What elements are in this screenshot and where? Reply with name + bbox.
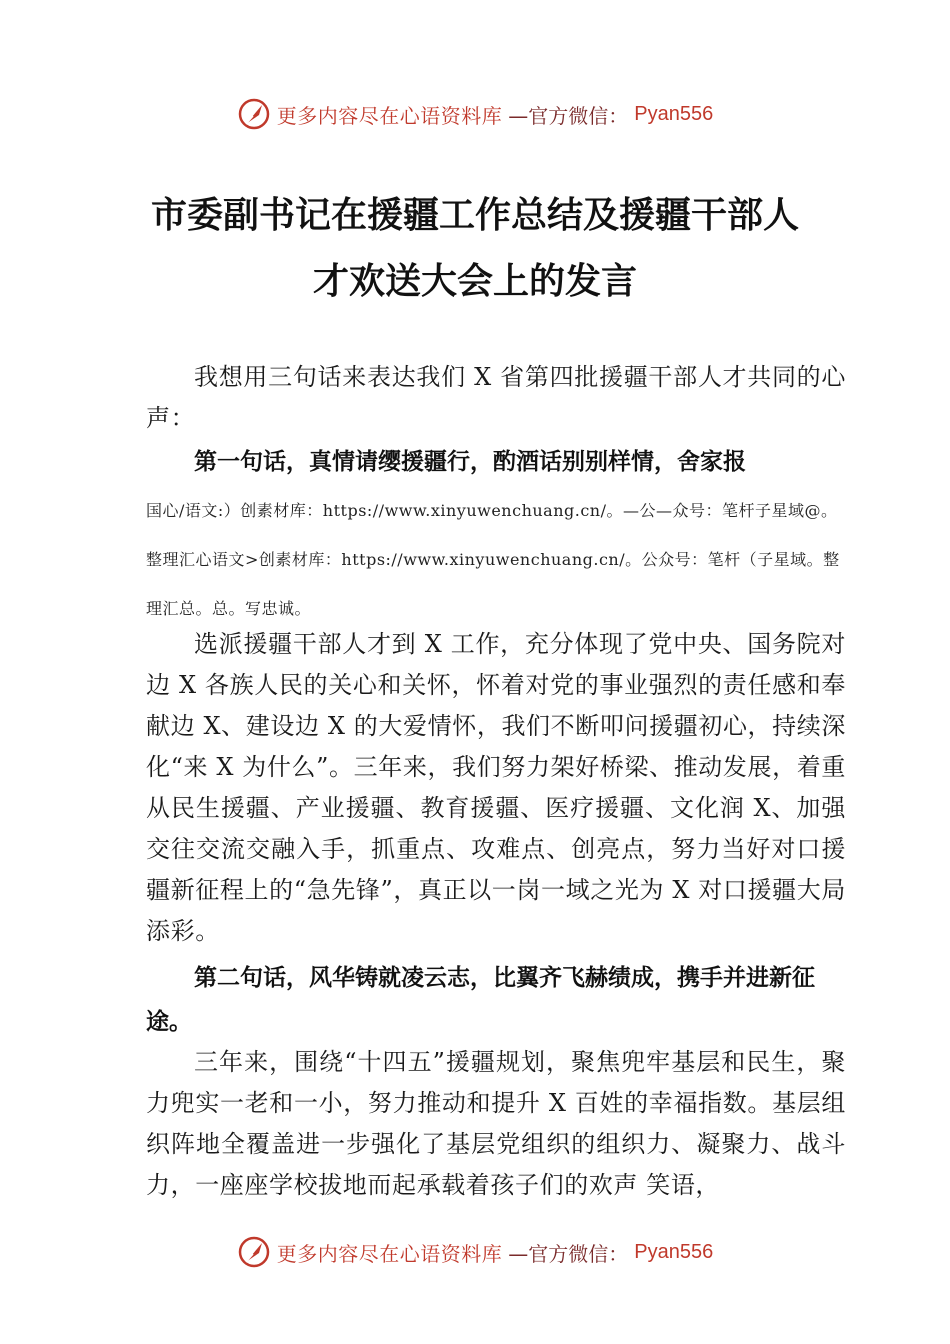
intro-paragraph: 我想用三句话来表达我们 X 省第四批援疆干部人才共同的心声： [146, 363, 846, 432]
watermark-library-text: 更多内容尽在心语资料库 [276, 1241, 503, 1266]
watermark-banner-bottom [0, 1232, 950, 1272]
title-line-1: 市委副书记在援疆工作总结及援疆干部人 [150, 194, 799, 236]
section-heading-1: 第一句话，真情请缨援疆行，酌酒话别别样情，舍家报 [194, 449, 746, 475]
watermark-wechat-id: Pyan556 [634, 102, 714, 125]
section-heading-2: 第二句话，风华铸就凌云志，比翼齐飞赫绩成，携手并进新征途。 [146, 965, 815, 1035]
quill-logo-icon [237, 97, 271, 131]
document-title [120, 182, 830, 314]
body-paragraph-2: 三年来，围绕“十四五”援疆规划，聚焦兜牢基层和民生，聚力兜实一老和一小，努力推动和提升 X 百姓的幸福指数。基层组织阵地全覆盖进一步强化了基层党组织的组织力、凝聚力、战斗力，一座座学校拔地而起承载着孩子们的欢声 笑语， [146, 1048, 846, 1199]
watermark-library-text: 更多内容尽在心语资料库 [276, 103, 503, 128]
body-paragraph-1: 选派援疆干部人才到 X 工作，充分体现了党中央、国务院对边 X 各族人民的关心和关怀，怀着对党的事业强烈的责任感和奉献边 X、建设边 X 的大爱情怀，我们不断叩问援疆初心，持续深化“来 X 为什么”。三年来，我们努力架好桥梁、推动发展，着重从民生援疆、产业援疆、教育援疆、医疗援疆、文化润 X、加强交往交流交融入手，抓重点、攻难点、创亮点，努力当好对口援疆新征程上的“急先锋”，真正以一岗一域之光为 X 对口援疆大局添彩。 [146, 630, 846, 945]
watermark-wechat-label: —官方微信： [508, 1241, 629, 1266]
inserted-source-note: 国心/语文:）创素材库：https://www.xinyuwenchuang.cn/。—公—众号：笔杆子星域@。整理汇心语文>创素材库：https://www.xinyuwenchuang.cn/。公众号：笔杆（子星域。整理汇总。总。写忠诚。 [146, 501, 840, 618]
watermark-wechat-label: —官方微信： [508, 103, 629, 128]
title-line-2: 才欢送大会上的发言 [312, 260, 637, 302]
watermark-wechat-id: Pyan556 [634, 1240, 714, 1263]
quill-logo-icon [237, 1235, 271, 1269]
watermark-banner-top [0, 94, 950, 134]
